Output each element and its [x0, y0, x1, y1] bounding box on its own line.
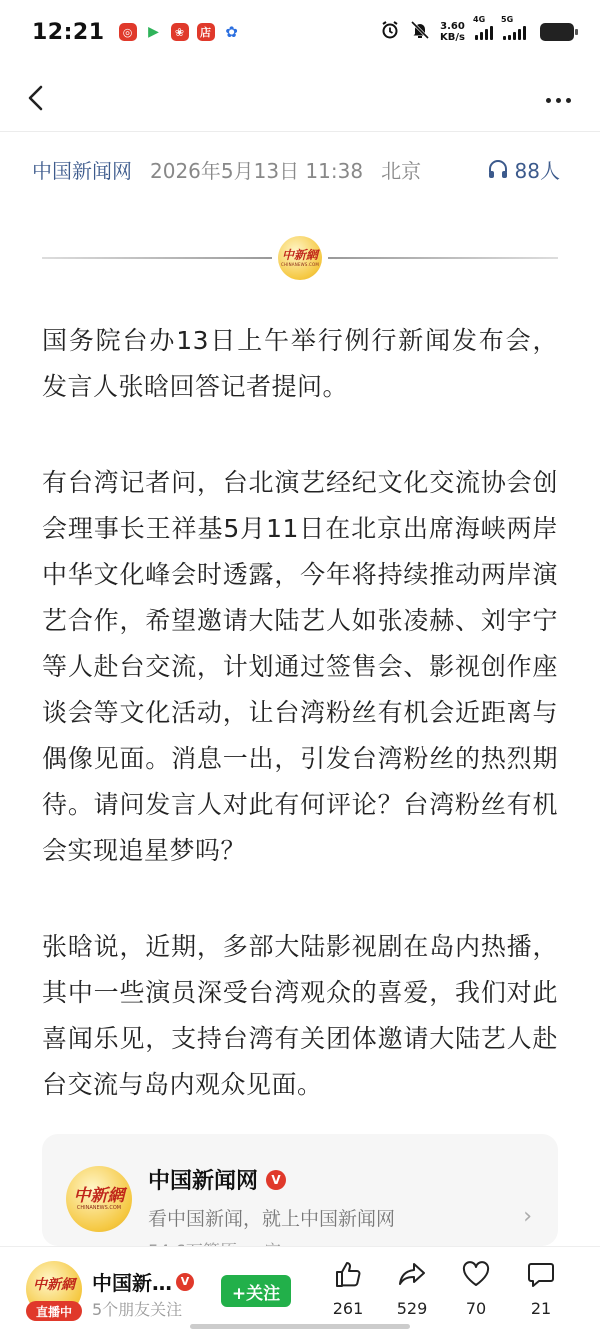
more-button[interactable]: [538, 82, 578, 118]
pinduoduo-icon: ❀: [171, 23, 189, 41]
baidu-icon: ✿: [223, 23, 241, 41]
back-button[interactable]: [18, 80, 54, 116]
comment-button[interactable]: [513, 1259, 569, 1318]
chevron-left-icon: [25, 84, 47, 112]
netease-music-icon: ◎: [119, 23, 137, 41]
alarm-icon: [380, 20, 400, 45]
follow-button[interactable]: +关注: [221, 1275, 291, 1307]
logo-divider: [42, 236, 558, 280]
net-speed-unit: KB/s: [440, 32, 465, 43]
verified-badge-icon: V: [266, 1170, 286, 1190]
article-body: [42, 318, 558, 1158]
store-icon: 店: [197, 23, 215, 41]
chevron-right-icon: ›: [523, 1204, 532, 1229]
avatar-logo-cn: 中新網: [33, 1277, 75, 1293]
home-indicator[interactable]: [190, 1324, 410, 1329]
video-play-icon: ▶: [145, 23, 163, 41]
signal-5g-icon: [501, 15, 526, 40]
headphones-icon: [487, 158, 509, 180]
article-meta: [32, 152, 560, 186]
source-card-name: [148, 1164, 286, 1195]
signal-5g-label: 5G: [501, 15, 514, 24]
source-card-title: 中国新闻网: [148, 1169, 259, 1194]
comment-bubble-icon: [526, 1259, 556, 1289]
status-right: [380, 15, 574, 45]
article-paragraph: 张晗说，近期，多部大陆影视剧在岛内热播，其中一些演员深受台湾观众的喜爱，我们对此喜闻乐见，支持台湾有关团体邀请大陆艺人赴台交流与岛内观众见面。: [42, 932, 558, 1099]
live-badge: 直播中: [26, 1301, 82, 1321]
mute-bell-icon: [410, 20, 430, 45]
share-button[interactable]: [384, 1259, 440, 1318]
battery-icon: [540, 23, 574, 41]
publisher-name-row[interactable]: [92, 1267, 194, 1296]
favorite-count: 70: [465, 1299, 487, 1318]
share-arrow-icon: [397, 1259, 427, 1289]
more-dots-icon: [546, 98, 551, 103]
thumbs-up-icon: [333, 1259, 363, 1289]
bottom-action-bar: [0, 1246, 600, 1333]
publisher-name: 中国新…: [92, 1271, 172, 1295]
divider-line-left: [42, 257, 272, 259]
net-speed: [440, 21, 465, 43]
source-card[interactable]: [42, 1134, 558, 1246]
logo-cn: 中新網: [281, 248, 318, 262]
meta-date: 2026年5月13日 11:38: [150, 158, 364, 183]
article-paragraph: 国务院台办13日上午举行例行新闻发布会，发言人张晗回答记者提问。: [42, 326, 558, 401]
status-bar: [0, 0, 600, 64]
status-app-icons: [119, 23, 241, 41]
signal-4g-label: 4G: [473, 15, 486, 24]
chinanews-logo: [278, 236, 322, 280]
listeners-count: 88人: [514, 158, 560, 183]
like-button[interactable]: [320, 1259, 376, 1318]
logo-en: CHINANEWS.COM: [281, 262, 319, 267]
status-time: 12:21: [32, 19, 105, 45]
net-speed-value: 3.60: [440, 21, 465, 32]
signal-4g-icon: [473, 15, 493, 40]
meta-location: 北京: [381, 158, 422, 183]
source-card-logo: [66, 1166, 132, 1232]
listen-button[interactable]: [487, 155, 560, 184]
meta-source[interactable]: 中国新闻网: [32, 158, 132, 183]
source-card-description: 看中国新闻，就上中国新闻网: [148, 1208, 396, 1230]
comment-count: 21: [530, 1299, 552, 1318]
friends-follow-text: 5个朋友关注: [92, 1300, 183, 1319]
card-logo-en: CHINANEWS.COM: [76, 1205, 122, 1211]
heart-icon: [461, 1259, 491, 1289]
verified-badge-icon: V: [176, 1273, 194, 1291]
favorite-button[interactable]: [448, 1259, 504, 1318]
article-paragraph: 有台湾记者问，台北演艺经纪文化交流协会创会理事长王祥基5月11日在北京出席海峡两岸中华文化峰会时透露，今年将持续推动两岸演艺合作，希望邀请大陆艺人如张凌赫、刘宇宁等人赴台交流，计划通过签售会、影视创作座谈会等文化活动，让台湾粉丝有机会近距离与偶像见面。消息一出，引发台湾粉丝的热烈期待。请问发言人对此有何评论？台湾粉丝有机会实现追星梦吗？: [42, 468, 558, 865]
nav-bar: [0, 64, 600, 132]
like-count: 261: [332, 1299, 364, 1318]
divider-line-right: [328, 257, 558, 259]
share-count: 529: [396, 1299, 428, 1318]
card-logo-cn: 中新網: [73, 1186, 125, 1206]
